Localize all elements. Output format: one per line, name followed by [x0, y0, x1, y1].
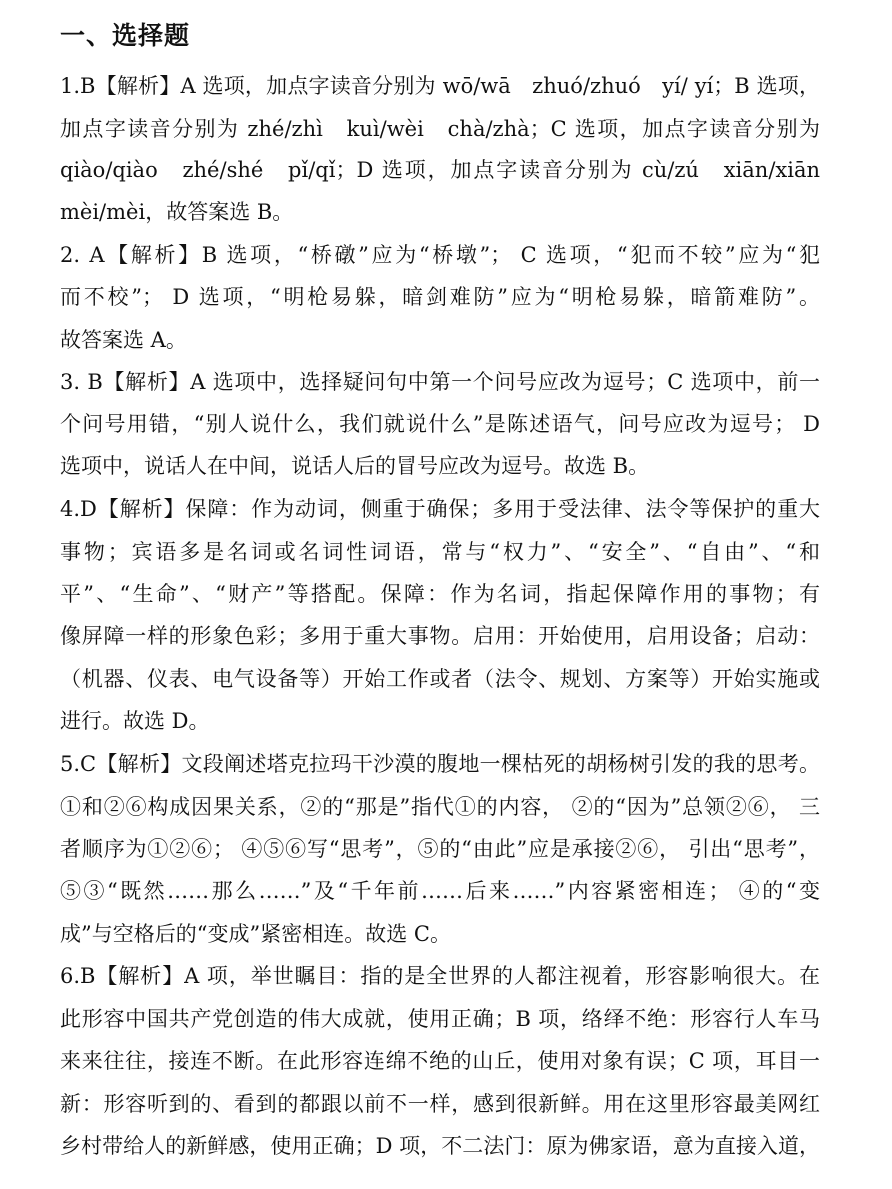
- answer-q3-line-3: 选项中，说话人在中间，说话人后的冒号应改为逗号。故选 B。: [60, 454, 650, 478]
- answer-q1-line-1: 1.B【解析】A 选项，加点字读音分别为 wō/wā zhuó/zhuó yí/ yí；B 选项，: [60, 74, 820, 98]
- answer-q2-line-1: 2. A【解析】B 选项，“桥礅”应为“桥墩”； C 选项，“犯而不较”应为“犯: [60, 243, 820, 267]
- answer-q6-line-5: 乡村带给人的新鲜感，使用正确；D 项，不二法门：原为佛家语，意为直接入道，: [60, 1134, 820, 1158]
- answer-q1-line-2: 加点字读音分别为 zhé/zhì kuì/wèi chà/zhà；C 选项，加点字读音分别为: [60, 117, 820, 141]
- answer-q3-line-1: 3. B【解析】A 选项中，选择疑问句中第一个问号应改为逗号；C 选项中，前一: [60, 370, 820, 394]
- answer-q5-line-3: 者顺序为①②⑥； ④⑤⑥写“思考”，⑤的“由此”应是承接②⑥， 引出“思考”，: [60, 837, 820, 861]
- answer-q4-line-3: 平”、“生命”、“财产”等搭配。保障：作为名词，指起保障作用的事物；有: [60, 582, 820, 606]
- section-heading: 一、选择题: [60, 21, 191, 50]
- answer-q5-line-2: ①和②⑥构成因果关系，②的“那是”指代①的内容， ②的“因为”总领②⑥， 三: [60, 795, 820, 819]
- answer-q6-line-3: 来来往往，接连不断。在此形容连绵不绝的山丘，使用对象有误；C 项，耳目一: [60, 1049, 820, 1073]
- answer-q4-line-1: 4.D【解析】保障：作为动词，侧重于确保；多用于受法律、法令等保护的重大: [60, 497, 820, 521]
- answer-q6-line-1: 6.B【解析】A 项，举世瞩目：指的是全世界的人都注视着，形容影响很大。在: [60, 964, 820, 988]
- answer-q4-line-6: 进行。故选 D。: [60, 709, 210, 733]
- answer-q5-line-1: 5.C【解析】文段阐述塔克拉玛干沙漠的腹地一棵枯死的胡杨树引发的我的思考。: [60, 752, 820, 776]
- answer-q6-line-4: 新：形容听到的、看到的都跟以前不一样，感到很新鲜。用在这里形容最美网红: [60, 1092, 820, 1116]
- answer-q4-line-2: 事物；宾语多是名词或名词性词语，常与“权力”、“安全”、“自由”、“和: [60, 540, 820, 564]
- answer-q2-line-3: 故答案选 A。: [60, 328, 187, 352]
- answer-q6-line-2: 此形容中国共产党创造的伟大成就，使用正确；B 项，络绎不绝：形容行人车马: [60, 1007, 820, 1031]
- answer-q5-line-5: 成”与空格后的“变成”紧密相连。故选 C。: [60, 922, 451, 946]
- answer-q2-line-2: 而不校”； D 选项，“明枪易躲，暗剑难防”应为“明枪易躲，暗箭难防”。: [60, 285, 820, 309]
- answer-q1-line-3: qiào/qiào zhé/shé pǐ/qǐ；D 选项，加点字读音分别为 cù/zú xiān/xiān: [60, 158, 820, 182]
- answer-q1-line-4: mèi/mèi，故答案选 B。: [60, 200, 294, 224]
- answer-q3-line-2: 个问号用错，“别人说什么，我们就说什么”是陈述语气，问号应改为逗号； D: [60, 412, 820, 436]
- answer-q4-line-5: （机器、仪表、电气设备等）开始工作或者（法令、规划、方案等）开始实施或: [60, 667, 820, 691]
- answer-q4-line-4: 像屏障一样的形象色彩；多用于重大事物。启用：开始使用，启用设备；启动：: [60, 624, 820, 648]
- answer-q5-line-4: ⑤③“既然……那么……”及“千年前……后来……”内容紧密相连； ④的“变: [60, 879, 820, 903]
